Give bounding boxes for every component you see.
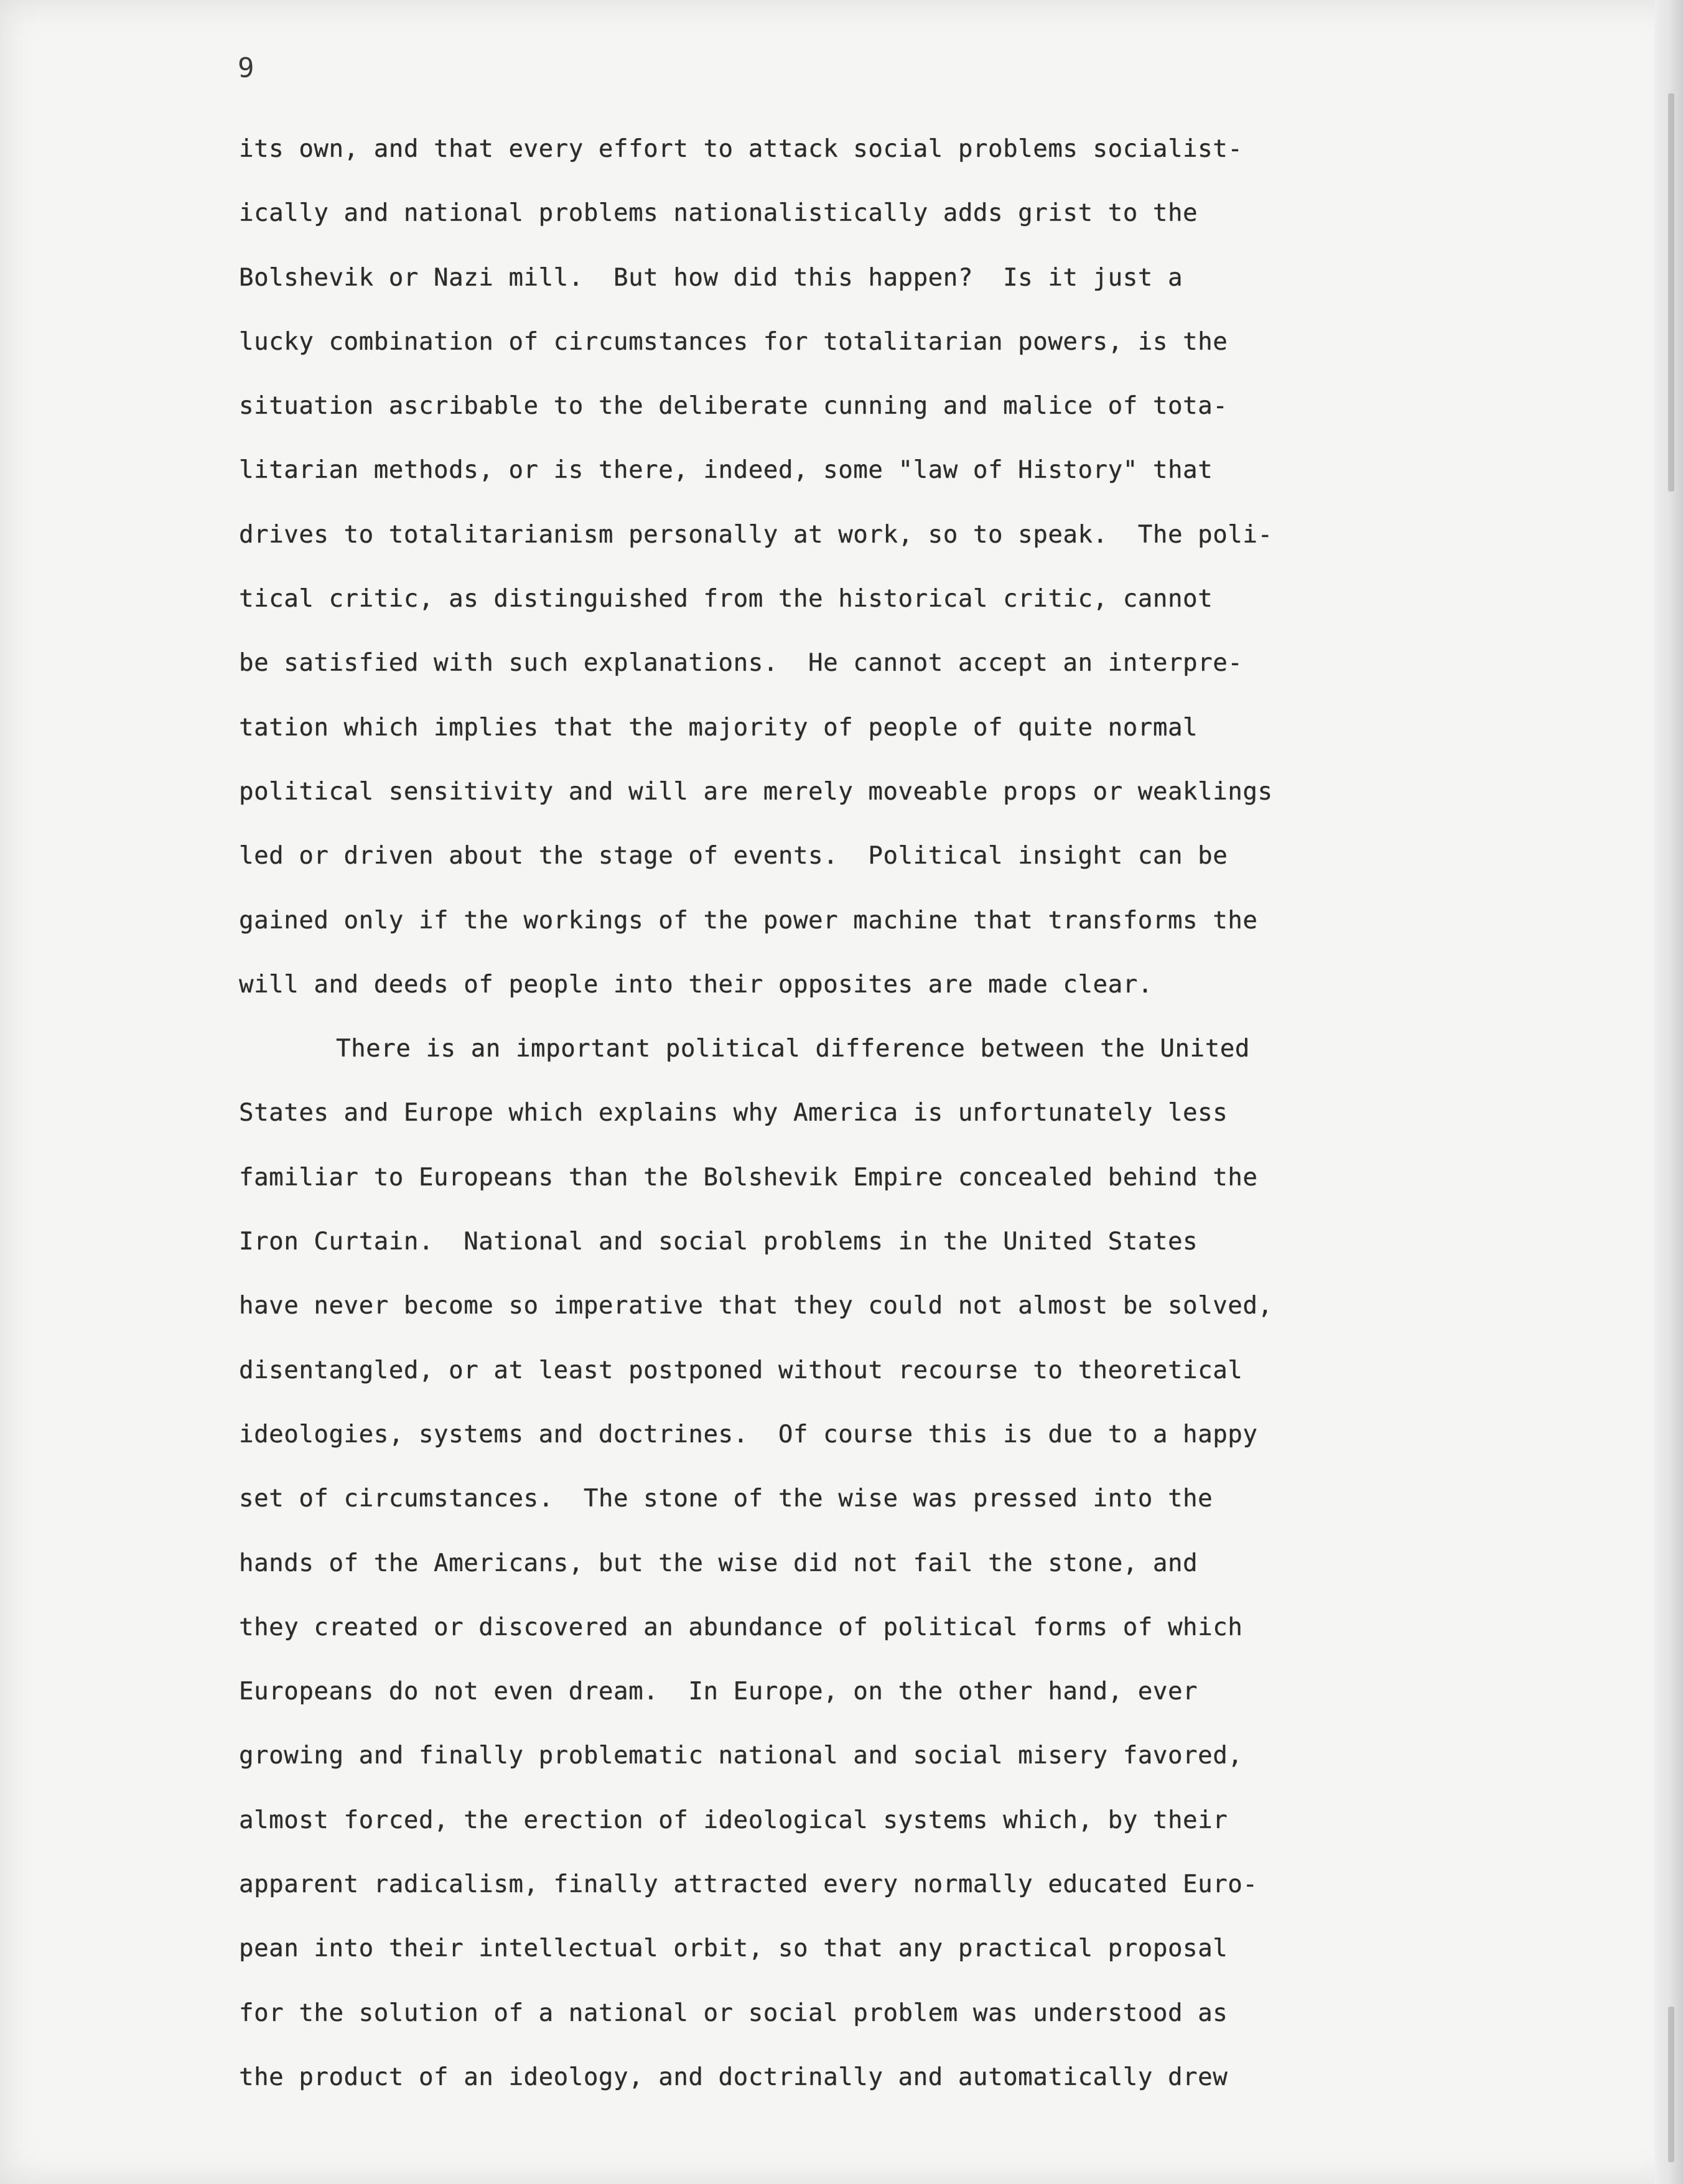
text-line: will and deeds of people into their opposites are made clear. <box>239 970 1153 999</box>
text-line: have never become so imperative that they could not almost be solved, <box>239 1292 1273 1320</box>
text-line: be satisfied with such explanations. He cannot accept an interpre- <box>239 649 1243 678</box>
text-line: pean into their intellectual orbit, so that any practical proposal <box>239 1934 1228 1963</box>
binding-mark-top <box>1668 93 1674 492</box>
text-line: they created or discovered an abundance of political forms of which <box>239 1613 1243 1641</box>
text-line: Bolshevik or Nazi mill. But how did this happen? Is it just a <box>239 263 1183 292</box>
binding-mark-bottom <box>1668 2007 1674 2162</box>
text-line: States and Europe which explains why America is unfortunately less <box>239 1099 1228 1127</box>
text-line: ideologies, systems and doctrines. Of course this is due to a happy <box>239 1420 1258 1449</box>
text-line: almost forced, the erection of ideological systems which, by their <box>239 1806 1228 1834</box>
page-right-edge <box>1654 0 1683 2184</box>
text-line: Iron Curtain. National and social problems in the United States <box>239 1228 1198 1256</box>
text-line: disentangled, or at least postponed without recourse to theoretical <box>239 1356 1243 1384</box>
text-line: drives to totalitarianism personally at work, so to speak. The poli- <box>239 520 1273 549</box>
text-line: familiar to Europeans than the Bolshevik Empire concealed behind the <box>239 1163 1258 1192</box>
text-line: set of circumstances. The stone of the wise was pressed into the <box>239 1485 1213 1513</box>
text-line: apparent radicalism, finally attracted every normally educated Euro- <box>239 1870 1258 1899</box>
text-line: tical critic, as distinguished from the historical critic, cannot <box>239 585 1213 614</box>
text-line: led or driven about the stage of events. Political insight can be <box>239 842 1228 870</box>
text-line: hands of the Americans, but the wise did not fail the stone, and <box>239 1549 1198 1577</box>
body-text <box>239 117 1561 2109</box>
text-line: Europeans do not even dream. In Europe, on the other hand, ever <box>239 1678 1198 1706</box>
text-line: for the solution of a national or social problem was understood as <box>239 1999 1228 2027</box>
text-line: the product of an ideology, and doctrinally and automatically drew <box>239 2063 1228 2091</box>
text-line: gained only if the workings of the power machine that transforms the <box>239 906 1258 935</box>
page-number: 9 <box>238 52 254 84</box>
paragraph-first-line: There is an important political difference between the United <box>336 1035 1250 1063</box>
text-line: growing and finally problematic national and social misery favored, <box>239 1742 1243 1770</box>
text-line: ically and national problems nationalistically adds grist to the <box>239 199 1198 228</box>
text-line: tation which implies that the majority of people of quite normal <box>239 713 1198 742</box>
text-line: lucky combination of circumstances for totalitarian powers, is the <box>239 327 1228 356</box>
text-line: its own, and that every effort to attack social problems socialist- <box>239 135 1243 163</box>
text-line: situation ascribable to the deliberate cunning and malice of tota- <box>239 392 1228 421</box>
text-line: political sensitivity and will are merely moveable props or weaklings <box>239 777 1273 806</box>
text-line: litarian methods, or is there, indeed, some "law of History" that <box>239 456 1213 485</box>
